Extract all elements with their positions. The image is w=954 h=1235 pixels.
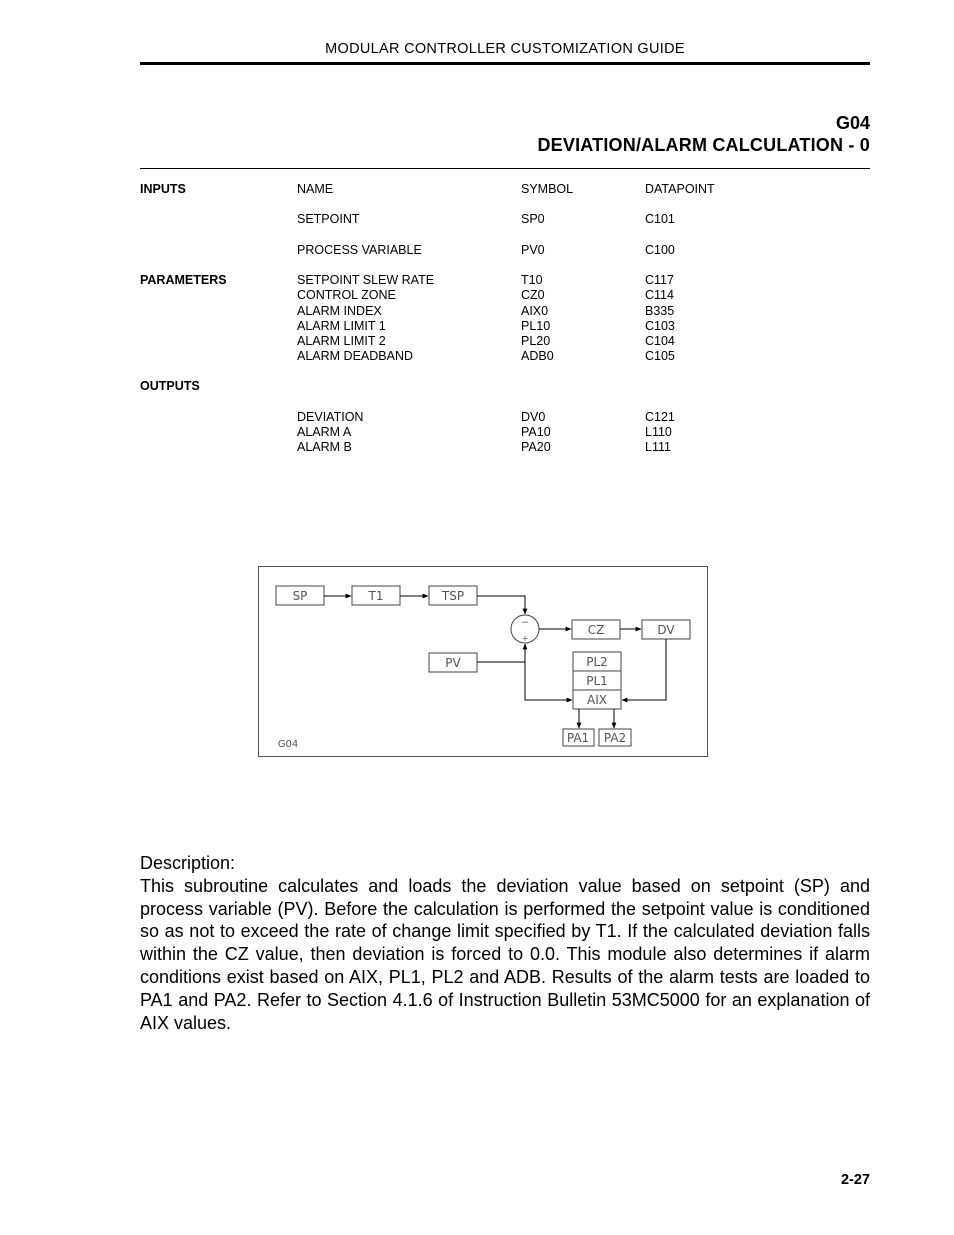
row-datapoint: C114 [645,288,674,303]
row-symbol: PL20 [521,333,551,348]
column-header-symbol: SYMBOL [521,182,574,196]
block-diagram [258,566,708,757]
page-title: DEVIATION/ALARM CALCULATION - 0 [537,135,870,155]
parameters-label: PARAMETERS [140,273,227,288]
dv-label: DV [657,623,675,637]
io-table [140,182,870,455]
arrow-dv-aix [622,639,666,700]
row-name: ALARM DEADBAND [297,349,413,364]
row-symbol: AIX0 [521,303,549,318]
row-name: SETPOINT SLEW RATE [297,273,435,288]
description-body: This subroutine calculates and loads the deviation value based on setpoint (SP) and process variable (PV). Before the calculation is performed the setpoint value is conditioned so as not to exceed the rate of change limit specified by T1. If the calculated deviation falls within the CZ value, then deviation is forced to 0.0. This module also determines if alarm conditions exist based on AIX, PL1, PL2 and ADB. Results of the alarm tests are loaded to PA1 and PA2. Refer to Section 4.1.6 of Instruction Bulletin 53MC5000 for an explanation of AIX values. [140,875,870,1033]
table-row [140,334,870,349]
running-title: MODULAR CONTROLLER CUSTOMIZATION GUIDE [325,41,685,57]
table-row [140,349,870,364]
row-name: CONTROL ZONE [297,288,396,303]
table-row [140,304,870,319]
table-row [140,410,870,425]
sp-label: SP [292,589,308,603]
row-symbol: CZ0 [521,288,545,303]
page-number: 2-27 [840,1172,870,1188]
arrow-tsp-sum [477,596,525,614]
row-symbol: PL10 [521,318,551,333]
row-datapoint: C121 [645,409,675,424]
pv-label: PV [445,656,461,670]
cz-label: CZ [587,623,605,637]
row-datapoint: L110 [645,425,672,439]
row-symbol: SP0 [521,212,545,227]
row-datapoint: C100 [645,242,675,257]
pa2-label: PA2 [603,731,627,745]
row-symbol: ADB0 [521,349,554,364]
row-datapoint: C117 [645,273,674,288]
row-datapoint: C101 [645,212,675,227]
row-datapoint: C105 [645,349,675,364]
title-rule [140,168,870,169]
row-name: ALARM LIMIT 2 [297,333,386,348]
row-symbol: T10 [521,273,543,288]
pa1-label: PA1 [566,731,590,745]
row-datapoint: C104 [645,333,675,348]
aix-label: AIX [587,693,607,707]
row-symbol: PA20 [521,440,551,455]
diagram-tag: G04 [277,739,299,750]
tsp-label: TSP [441,589,465,603]
row-datapoint: C103 [645,318,675,333]
row-name: ALARM INDEX [297,303,382,318]
t1-label: T1 [368,589,384,603]
table-row [140,425,870,440]
row-name: ALARM LIMIT 1 [297,318,386,333]
table-row [140,440,870,455]
row-name: DEVIATION [297,409,364,424]
row-name: ALARM A [297,425,352,439]
arrow-pv-sum [477,644,525,662]
pl1-label: PL1 [586,674,608,688]
header-rule [140,62,870,65]
row-name: ALARM B [297,440,352,455]
column-header-name: NAME [297,182,334,196]
outputs-label: OUTPUTS [140,379,200,394]
table-row [140,288,870,303]
table-header-row [140,182,870,197]
table-row [140,243,870,258]
table-row [140,273,870,288]
plus-sign: + [521,634,529,643]
table-row [140,212,870,227]
minus-sign: − [521,618,529,628]
row-datapoint: B335 [645,303,675,318]
row-name: SETPOINT [297,212,360,227]
section-code: G04 [835,113,870,133]
pl2-label: PL2 [586,655,608,669]
column-header-datapoint: DATAPOINT [645,182,715,196]
table-row [140,379,870,394]
description [140,852,870,1034]
description-heading: Description: [140,853,236,873]
inputs-label: INPUTS [140,182,186,196]
row-symbol: PV0 [521,242,545,257]
row-datapoint: L111 [645,440,671,455]
row-name: PROCESS VARIABLE [297,242,422,257]
arrow-pv-aix [525,662,572,700]
table-row [140,319,870,334]
row-symbol: PA10 [521,425,551,439]
row-symbol: DV0 [521,409,546,424]
